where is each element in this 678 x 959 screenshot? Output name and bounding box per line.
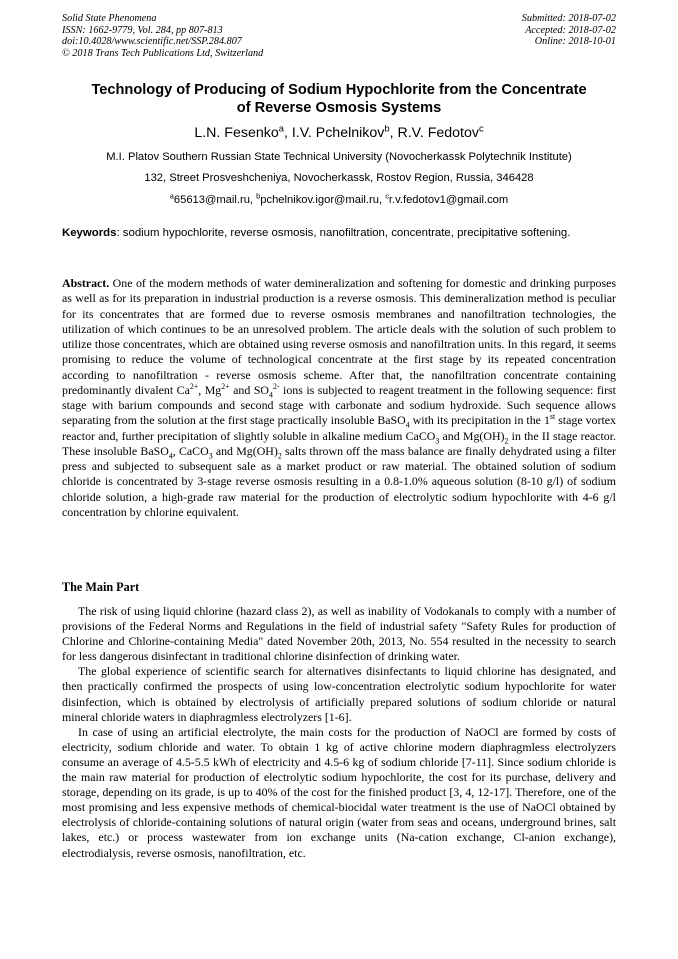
abstract-text: 4 bbox=[405, 420, 410, 430]
abstract-text: 2+ bbox=[221, 381, 230, 391]
keywords-text: : sodium hypochlorite, reverse osmosis, nanofiltration, concentrate, precipitative softening. bbox=[116, 227, 571, 239]
abstract-text: 2 bbox=[277, 451, 282, 461]
abstract-text: and Mg(OH) bbox=[439, 428, 505, 443]
abstract-text: 2+ bbox=[189, 381, 199, 391]
copyright: © 2018 Trans Tech Publications Ltd, Switzerland bbox=[62, 47, 264, 59]
abstract-text: 3 bbox=[208, 451, 213, 461]
abstract-text: in the II stage reactor. These insoluble BaSO bbox=[62, 428, 616, 458]
paragraph: In case of using an artificial electrolyte, the main costs for the production of NaOCl are formed by costs of electricity, sodium chloride and water. To obtain 1 kg of active chlorine modern diaphragmless electrolyzers consume an average of 4.5-5.5 kWh of electricity and 4.5-6 kg of sodium chloride [7-11]. Since sodium chloride is the main raw material for production of electrolytic sodium hypochlorite, the cost for its purchase, delivery and storage, depending on its grade, is up to 40% of the cost for the finished product [3, 4, 12-17]. Therefore, one of the most promising and less expensive methods of chemical-biocidal water treatment is the use of NaOCl obtained by electrolysis of chloride-containing solutions of natural origin (water from seas and oceans, underground brines, salt lakes, etc.) or process wastewater from ion exchange units (Na-cation exchange, Cl-anion exchange), electrodialysis, reverse osmosis, nanofiltration, etc. bbox=[62, 724, 616, 860]
email-a: 65613@mail.ru, bbox=[173, 194, 257, 206]
author-list bbox=[62, 124, 616, 142]
abstract-text: 3 bbox=[435, 435, 440, 445]
author-2: I.V. Pchelnikov bbox=[291, 125, 385, 141]
main-body bbox=[62, 604, 616, 861]
author-separator: , bbox=[283, 125, 292, 141]
abstract-text: stage vortex reactor and, further precipitation of slightly soluble in alkaline medium CaCO bbox=[62, 413, 616, 443]
abstract-text: and Mg(OH) bbox=[212, 443, 278, 458]
accepted-date: Accepted: 2018-07-02 bbox=[525, 24, 616, 36]
paper-title bbox=[62, 81, 616, 117]
email-b-mark: b bbox=[256, 191, 261, 201]
email-c-mark: c bbox=[385, 191, 389, 201]
abstract-text: and SO bbox=[229, 382, 270, 397]
paper-title-line-2: of Reverse Osmosis Systems bbox=[236, 100, 442, 116]
abstract-text: st bbox=[549, 412, 556, 422]
abstract-text: with its precipitation in the 1 bbox=[409, 413, 550, 428]
abstract-text: 4 bbox=[168, 451, 173, 461]
paragraph: The global experience of scientific search for alternatives disinfectants to liquid chlorine has designated, and then practically confirmed the prospects of using low-concentration electrolytic sodium hypochlorite for water disinfection, which is obtained by electrolysis of artificially prepared solutions of sodium chloride or natural mineral chloride waters in diaphragmless electrolyzers [1-6]. bbox=[62, 664, 616, 724]
paragraph: The risk of using liquid chlorine (hazard class 2), as well as inability of Vodokanals to comply with a number of provisions of the Federal Norms and Regulations in the field of industrial safety "Safety Rules for production of Chlorine and Chlorine-containing Media" dated November 20th, 2013, No. 554 resulted in the necessity to search for less dangerous disinfectant in traditional chlorine disinfection of drinking water. bbox=[62, 604, 616, 664]
issn-volume-pages: ISSN: 1662-9779, Vol. 284, pp 807-813 bbox=[62, 24, 223, 36]
paper-title-line-1: Technology of Producing of Sodium Hypochlorite from the Concentrate bbox=[91, 82, 587, 98]
keywords-label: Keywords bbox=[62, 227, 117, 239]
author-1-mark: a bbox=[278, 123, 284, 134]
author-emails bbox=[62, 193, 616, 207]
section-heading: The Main Part bbox=[62, 580, 140, 594]
author-1: L.N. Fesenko bbox=[194, 125, 279, 141]
abstract-text: One of the modern methods of water demineralization and softening for domestic and drinking purposes as well as for its preparation in industrial production is a reverse osmosis. This demineralization method is peculiar for its concentrates that are formed due to reverse osmosis membranes and nanofiltration technologies, the utilization of which continues to be an unresolved problem. The article deals with the solution of such problem to utilize those concentrates, which are obtained using reverse osmosis and nanofiltration units. In this regard, it seems promising to reduce the volume of technological concentrate at the first stage by its repeated concentration according to nanofiltration - reverse osmosis scheme. After that, the nanofiltration concentrate containing predominantly divalent Ca bbox=[62, 276, 616, 397]
abstract-text: , CaCO bbox=[172, 443, 209, 458]
journal-header-right bbox=[522, 13, 616, 48]
abstract-text: 2- bbox=[272, 381, 280, 391]
email-b: pchelnikov.igor@mail.ru, bbox=[260, 194, 386, 206]
affiliation-institution: M.I. Platov Southern Russian State Technical University (Novocherkassk Polytechnik Institute) bbox=[106, 151, 572, 163]
affiliation-address: 132, Street Prosveshcheniya, Novocherkassk, Rostov Region, Russia, 346428 bbox=[144, 172, 534, 184]
author-3-mark: c bbox=[478, 123, 484, 134]
journal-header-left bbox=[62, 13, 263, 59]
doi: doi:10.4028/www.scientific.net/SSP.284.807 bbox=[62, 36, 242, 48]
email-c: r.v.fedotov1@gmail.com bbox=[388, 194, 509, 206]
abstract-text: , Mg bbox=[198, 382, 222, 397]
author-2-mark: b bbox=[384, 123, 390, 134]
author-3: R.V. Fedotov bbox=[397, 125, 479, 141]
submitted-date: Submitted: 2018-07-02 bbox=[521, 13, 616, 24]
keywords bbox=[62, 226, 616, 241]
abstract-label: Abstract. bbox=[62, 276, 110, 290]
abstract bbox=[62, 276, 616, 520]
abstract-text: ions is subjected to reagent treatment in the following sequence: first stage with barium compounds and second stage with carbonate and sodium hydroxide. Such sequence allows separating from the solution at the first stage practically insoluble BaSO bbox=[62, 382, 616, 428]
author-separator: , bbox=[389, 125, 398, 141]
email-a-mark: a bbox=[169, 191, 174, 201]
abstract-text: salts thrown off the mass balance are finally dehydrated using a filter press and subjected to subsequent sale as a market product or raw material. The obtained solution of sodium chloride is concentrated by 3-stage reverse osmosis resulting in a 0.8-1.0% aqueous solution (8-10 g/l) of sodium chloride solution, a high-grade raw material for the production of electrolytic sodium hypochlorite with 4-6 g/l concentration by chlorine equivalent. bbox=[62, 443, 616, 519]
online-date: Online: 2018-10-01 bbox=[534, 36, 616, 48]
abstract-text: 2 bbox=[504, 435, 509, 445]
journal-name: Solid State Phenomena bbox=[62, 13, 157, 24]
abstract-text: 4 bbox=[269, 390, 273, 400]
